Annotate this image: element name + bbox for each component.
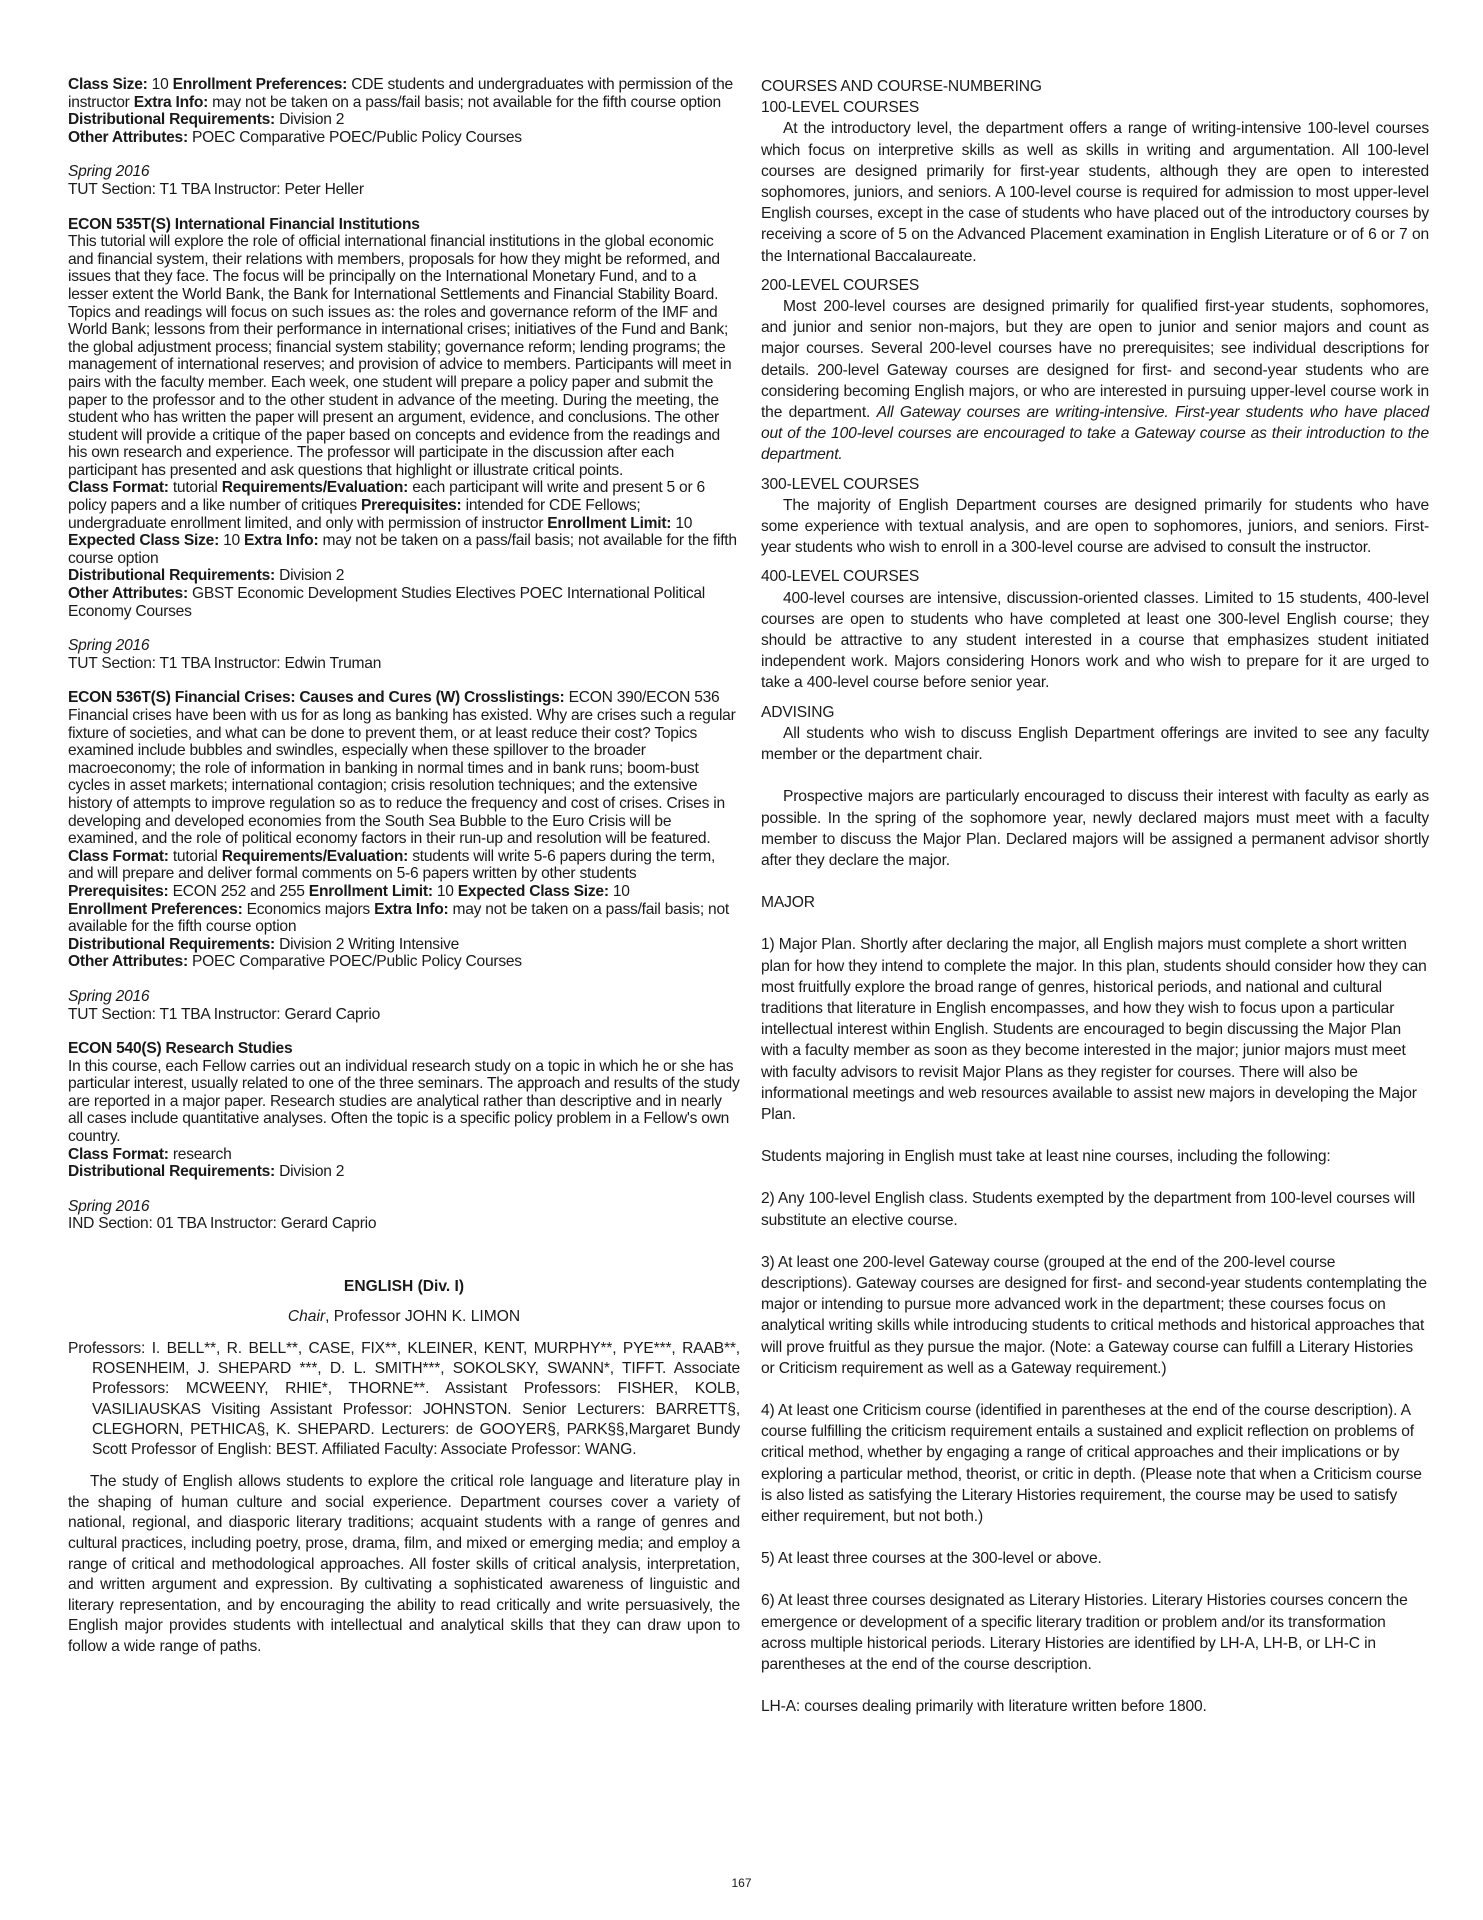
course-econ-535 — [68, 216, 740, 673]
heading-courses: COURSES AND COURSE-NUMBERING — [761, 78, 1042, 95]
value: tutorial — [168, 847, 222, 865]
course-attributes — [68, 848, 740, 971]
paragraph-100-level: At the introductory level, the department offers a range of writing-intensive 100-level courses which focus on interpretive skills as well as skills in writing and argumentation. All 100-level courses are designed primarily for first-year students, although they are open to interested sophomores, juniors, and seniors. A 100-level course is required for admission to most upper-level English courses, except in the case of students who have placed out of the introductory courses by receiving a score of 5 on the Advanced Placement examination in English Literature or of 6 or 7 on the International Baccalaureate. — [761, 120, 1429, 265]
value: Division 2 — [275, 111, 345, 129]
course-description: Financial crises have been with us for as long as banking has existed. Why are crises such a regular fixture of societies, and what can be done to prevent them, or at least reduce their cost? Topics examined include bubbles and swindles, especially when these spillover to the broader macroeconomy; the role of information in banking in normal times and in bank runs; boom-bust cycles in asset markets; international contagion; crisis resolution techniques; and the extensive history of attempts to improve regulation so as to reduce the frequency and cost of crises. Crises in developing and developed economies from the South Sea Bubble to the Euro Crisis will be examined, and the role of political economy factors in their run-up and resolution will be featured. — [68, 707, 736, 848]
major-requirement-2: 2) Any 100-level English class. Students exempted by the department from 100-level courses will substitute an elective course. — [761, 1190, 1416, 1229]
label: Extra Info: — [244, 532, 319, 550]
course-attributes — [68, 479, 740, 620]
left-column — [68, 76, 740, 1658]
paragraph-advising-1: All students who wish to discuss English Department offerings are invited to see any faculty member or the department chair. — [761, 724, 1429, 764]
major-course-count: Students majoring in English must take at least nine courses, including the following: — [761, 1148, 1331, 1166]
course-description: This tutorial will explore the role of official international financial institutions in the global economic and financial system, their relations with members, proposals for how they might be reformed, and issues that they face. The focus will be principally on the International Monetary Fund, and to a lesser extent the World Bank, the Bank for International Settlements and Financial Stability Board. Topics and readings will focus on such issues as: the roles and governance reform of the IMF and World Bank; lessons from their performance in international crises; initiatives of the Fund and Bank; the global adjustment process; financial system stability; governance reform; lending programs; the management of international reserves; and provision of advice to members. Participants will meet in pairs with the faculty member. Each week, one student will prepare a policy paper and submit the paper to the professor and to the other student in advance of the meeting. During the meeting, the student who has written the paper will present an argument, evidence, and conclusions. The other student will provide a critique of the paper based on concepts and evidence from the readings and his own research and experience. The professor will participate in the discussion after each participant has presented and ask questions that highlight or illustrate critical points. — [68, 233, 732, 479]
value: intended for CDE Fellows; undergraduate enrollment limited, and only with permission of instructor — [68, 497, 641, 532]
value: 10 — [432, 882, 458, 900]
label: Distributional Requirements: — [68, 567, 276, 585]
term: Spring 2016 — [68, 637, 150, 655]
course-title: ECON 535T(S) International Financial Institutions — [68, 215, 420, 233]
value: may not be taken on a pass/fail basis; not available for the fifth course option — [68, 532, 737, 567]
label: Class Format: — [68, 1145, 169, 1163]
label: Expected Class Size: — [68, 532, 220, 550]
value: tutorial — [168, 479, 222, 497]
value: research — [168, 1145, 232, 1163]
paragraph-200-level — [761, 296, 1429, 466]
term: Spring 2016 — [68, 163, 150, 181]
value: POEC Comparative POEC/Public Policy Courses — [187, 953, 522, 971]
label: Extra Info: — [133, 93, 209, 111]
literary-history-a: LH-A: courses dealing primarily with literature written before 1800. — [761, 1698, 1207, 1716]
label: Prerequisites: — [361, 497, 462, 515]
paragraph-italic: All Gateway courses are writing-intensive. First-year students who have placed out of the 100-level courses are encouraged to take a Gateway course as their introduction to the department. — [761, 404, 1429, 464]
heading-400-level: 400-LEVEL COURSES — [761, 568, 920, 586]
value: students will write 5-6 papers during the term, and will prepare and deliver formal comments on 5-6 papers written by other students — [68, 847, 716, 883]
major-requirement-5: 5) At least three courses at the 300-level or above. — [761, 1550, 1102, 1568]
paragraph-300-level: The majority of English Department courses are designed primarily for students who have some experience with textual analysis, and are open to sophomores, juniors, and seniors. First-year students who wish to enroll in a 300-level course are advised to consult the instructor. — [761, 496, 1429, 557]
chair-label: Chair — [287, 1308, 326, 1326]
value: GBST Economic Development Studies Electives POEC International Political Economy Courses — [68, 585, 706, 620]
value: POEC Comparative POEC/Public Policy Courses — [187, 128, 522, 146]
department-chair — [68, 1307, 740, 1327]
paragraph-advising-2: Prospective majors are particularly encouraged to discuss their interest with faculty as early as possible. In the spring of the sophomore year, newly declared majors must meet with a faculty member to discuss the Major Plan. Declared majors will be assigned a permanent advisor shortly after they declare the major. — [761, 788, 1429, 869]
label: Enrollment Preferences: — [172, 76, 348, 93]
value: CDE students and undergraduates with permission of the instructor — [68, 76, 733, 111]
course-econ-540 — [68, 1040, 740, 1233]
term: Spring 2016 — [68, 1197, 150, 1215]
course-attributes — [68, 1146, 740, 1181]
course-block-1-attributes — [68, 76, 740, 146]
value: ECON 252 and 255 — [168, 882, 309, 900]
label: Class Size: — [68, 76, 148, 93]
department-heading: ENGLISH (Div. I) — [343, 1278, 465, 1296]
value: may not be taken on a pass/fail basis; not available for the fifth course option — [68, 900, 729, 936]
section-info: TUT Section: T1 TBA Instructor: Peter Heller — [68, 180, 364, 198]
heading-200-level: 200-LEVEL COURSES — [761, 276, 920, 294]
label: Class Format: — [68, 847, 169, 865]
value: Economics majors — [242, 900, 375, 918]
faculty-list: Professors: I. BELL**, R. BELL**, CASE, FIX**, KLEINER, KENT, MURPHY**, PYE***, RAAB**, ROSENHEIM, J. SHEPARD ***, D. L. SMITH***, SOKOLSKY, SWANN*, TIFFT. Associate Professors: MCWEENY, RHIE*, THORNE**. Assistant Professors: FISHER, KOLB, VASILIAUSKAS Visiting Assistant Professor: JOHNSTON. Senior Lecturers: BARRETT§, CLEGHORN, PETHICA§, K. SHEPARD. Lecturers: de GOOYER§, PARK§§,Margaret Bundy Scott Professor of English: BEST. Affiliated Faculty: Associate Professor: WANG. — [68, 1340, 740, 1459]
section-info: IND Section: 01 TBA Instructor: Gerard Caprio — [68, 1215, 377, 1233]
label: Extra Info: — [374, 900, 449, 918]
department-intro: The study of English allows students to explore the critical role language and literature play in the shaping of human culture and social experience. Department courses cover a variety of national, regional, and diasporic literary traditions; acquaint students with a range of genres and cultural practices, including poetry, prose, drama, film, and mixed or emerging media; and employ a range of critical and methodological approaches. All foster skills of critical analysis, interpretation, and written argument and expression. By cultivating a sophisticated awareness of linguistic and literary representation, and by encouraging the ability to read critically and write persuasively, the English major provides students with intellectual and analytical skills that they can draw upon to follow a wide range of paths. — [68, 1473, 740, 1655]
heading-300-level: 300-LEVEL COURSES — [761, 475, 920, 493]
econ-listing — [68, 76, 740, 1233]
label: Other Attributes: — [68, 585, 188, 603]
label: Enrollment Limit: — [547, 514, 672, 532]
term: Spring 2016 — [68, 987, 150, 1005]
right-column — [761, 76, 1429, 1717]
label: Expected Class Size: — [457, 882, 609, 900]
value: Division 2 — [275, 1163, 345, 1181]
section-info: TUT Section: T1 TBA Instructor: Gerard Caprio — [68, 1005, 381, 1023]
major-requirement-1: 1) Major Plan. Shortly after declaring the major, all English majors must complete a short written plan for how they intend to complete the major. In this plan, students should consider how they can most fruitfully explore the broad range of genres, historical periods, and national and cultural traditions that literature in English encompasses, and how they wish to focus upon a particular intellectual interest within English. Students are encouraged to begin discussing the Major Plan with a faculty member as soon as they become interested in the major; junior majors must meet with faculty advisors to revisit Major Plans as they register for courses. There will also be informational meetings and web resources available to assist new majors in developing the Major Plan. — [761, 936, 1427, 1123]
label: Enrollment Preferences: — [68, 900, 243, 918]
label: Distributional Requirements: — [68, 935, 276, 953]
major-requirement-3: 3) At least one 200-level Gateway course (grouped at the end of the 200-level course descriptions). Gateway courses are designed for first- and second-year students contemplating the major or intending to pursue more advanced work in the department; these courses focus on analytical writing skills while introducing students to critical methods and historical approaches that will prove fruitful as they pursue the major. (Note: a Gateway course can fulfill a Literary Histories or Criticism requirement as well as a Gateway requirement.) — [761, 1253, 1427, 1377]
major-requirement-4: 4) At least one Criticism course (identified in parentheses at the end of the course description). A course fulfilling the criticism requirement entails a sustained and explicit reflection on problems of critical method, whether by engaging a range of critical approaches and their implications or by exploring a particular method, theorist, or critic in depth. (Please note that when a Criticism course is also listed as satisfying the Literary Histories requirement, the course may be used to satisfy either requirement, but not both.) — [761, 1401, 1422, 1525]
chair-name: , Professor JOHN K. LIMON — [325, 1308, 521, 1326]
heading-100-level: 100-LEVEL COURSES — [761, 99, 920, 117]
value: Division 2 Writing Intensive — [275, 935, 460, 953]
value: 10 — [219, 532, 245, 550]
value: 10 — [671, 514, 693, 532]
label: Distributional Requirements: — [68, 111, 276, 129]
major-requirement-6: 6) At least three courses designated as Literary Histories. Literary Histories courses concern the emergence or development of a specific literary tradition or problem and/or its transformation across multiple historical periods. Literary Histories are identified by LH-A, LH-B, or LH-C in parentheses at the end of the course description. — [761, 1592, 1408, 1673]
page-number: 167 — [731, 1876, 752, 1890]
heading-advising: ADVISING — [761, 703, 835, 721]
label: Distributional Requirements: — [68, 1163, 276, 1181]
course-title: ECON 536T(S) Financial Crises: Causes and Cures (W) Crosslistings: — [68, 689, 565, 707]
crosslistings: ECON 390/ECON 536 — [564, 689, 720, 707]
label: Prerequisites: — [68, 882, 169, 900]
value: 10 — [608, 882, 630, 900]
value: each participant will write and present 5 or 6 policy papers and a like number of critiques — [68, 479, 705, 515]
course-description: In this course, each Fellow carries out an individual research study on a topic in which he or she has particular interest, usually related to one of the three seminars. The approach and results of the study are reported in a major paper. Research studies are analytical rather than descriptive and in nearly all cases include quantitative analyses. Often the topic is a specific policy problem in a Fellow's own country. — [68, 1057, 740, 1146]
paragraph-text: Most 200-level courses are designed primarily for qualified first-year students, sophomores, and junior and senior non-majors, but they are open to junior and senior majors and count as major courses. Several 200-level courses have no prerequisites; see individual descriptions for details. 200-level Gateway courses are designed for first- and second-year students who are considering becoming English majors, or who are interested in pursuing upper-level course work in the department. — [761, 298, 1429, 422]
paragraph-400-level: 400-level courses are intensive, discussion-oriented classes. Limited to 15 students, 400-level courses are open to students who have completed at least one 300-level English course; they should be attractive to any student interested in a course that emphasizes student initiated independent work. Majors considering Honors work and who wish to prepare for it are urged to take a 400-level course before senior year. — [761, 589, 1429, 692]
course-econ-536 — [68, 689, 740, 1023]
course-title: ECON 540(S) Research Studies — [68, 1040, 293, 1058]
value: may not be taken on a pass/fail basis; not available for the fifth course option — [208, 93, 721, 111]
label: Requirements/Evaluation: — [221, 847, 409, 865]
label: Enrollment Limit: — [308, 882, 433, 900]
label: Other Attributes: — [68, 953, 188, 971]
value: Division 2 — [275, 567, 345, 585]
heading-major: MAJOR — [761, 894, 815, 912]
label: Requirements/Evaluation: — [221, 479, 409, 497]
value: 10 — [147, 76, 173, 93]
section-info: TUT Section: T1 TBA Instructor: Edwin Truman — [68, 654, 382, 672]
label: Other Attributes: — [68, 128, 188, 146]
english-section — [68, 1277, 740, 1658]
label: Class Format: — [68, 479, 169, 497]
